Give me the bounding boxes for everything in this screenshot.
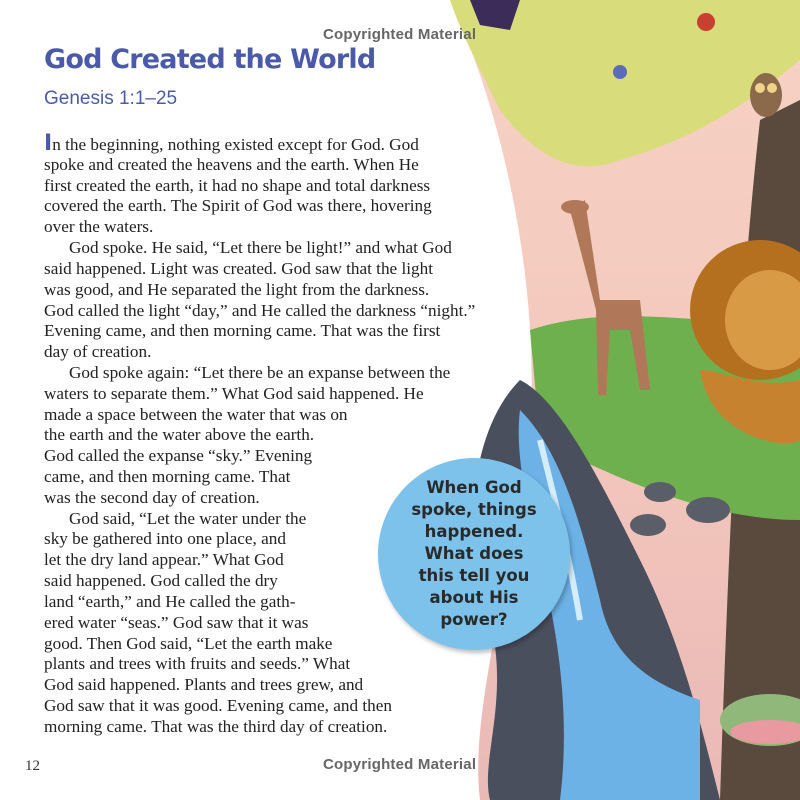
text-line: let the dry land appear.” What God [44, 550, 284, 570]
text-line: God called the light “day,” and He called the darkness “night.” [44, 300, 476, 320]
text-line: land “earth,” and He called the gath- [44, 591, 296, 611]
text-line: covered the earth. The Spirit of God was there, hovering [44, 196, 432, 216]
text-line: first created the earth, it had no shape and total darkness [44, 175, 431, 195]
text-line: good. Then God said, “Let the earth make [44, 633, 333, 653]
scripture-reference: Genesis 1:1–25 [44, 88, 178, 109]
text-line: was the second day of creation. [44, 487, 260, 507]
drop-cap: I [44, 131, 53, 156]
owl-icon [750, 73, 782, 117]
callout-question: When God spoke, things happened. What does this tell you about His power? [411, 478, 537, 629]
page-number: 12 [25, 758, 40, 774]
text-line: God saw that it was good. Evening came, and then [44, 695, 392, 715]
copyright-footer: Copyrighted Material [323, 756, 477, 773]
text-line: made a space between the water that was on [44, 404, 348, 424]
text-line: said happened. Light was created. God saw that the light [44, 258, 433, 278]
text-line: spoke and created the heavens and the earth. When He [44, 154, 419, 174]
story-text [44, 131, 476, 738]
text-line: plants and trees with fruits and seeds.” What [44, 654, 351, 674]
bird-icon [697, 13, 715, 31]
page-title: God Created the World [44, 44, 376, 75]
text-line: Evening came, and then morning came. That was the first [44, 321, 441, 341]
text-line: God called the expanse “sky.” Evening [44, 446, 313, 466]
text-line: sky be gathered into one place, and [44, 529, 286, 549]
text-line: said happened. God called the dry [44, 571, 278, 591]
text-line: God spoke. He said, “Let there be light!” and what God [69, 238, 452, 258]
text-line: God said, “Let the water under the [69, 508, 307, 528]
text-line: the earth and the water above the earth. [44, 425, 315, 445]
text-line: day of creation. [44, 342, 152, 362]
text-line: God spoke again: “Let there be an expanse between the [69, 362, 451, 382]
text-line: God said happened. Plants and trees grew, and [44, 675, 364, 695]
callout-bubble [378, 458, 570, 650]
copyright-header: Copyrighted Material [323, 26, 477, 43]
text-line: over the waters. [44, 217, 154, 237]
text-line [44, 131, 475, 156]
text-line: ered water “seas.” God saw that it was [44, 612, 309, 632]
text-line: morning came. That was the third day of creation. [44, 716, 388, 736]
text-line: waters to separate them.” What God said happened. He [44, 383, 424, 403]
text-line-rest: n the beginning, nothing existed except for God. God [52, 135, 419, 154]
text-line: came, and then morning came. That [44, 467, 291, 486]
text-line: was good, and He separated the light from the darkness. [44, 279, 430, 299]
